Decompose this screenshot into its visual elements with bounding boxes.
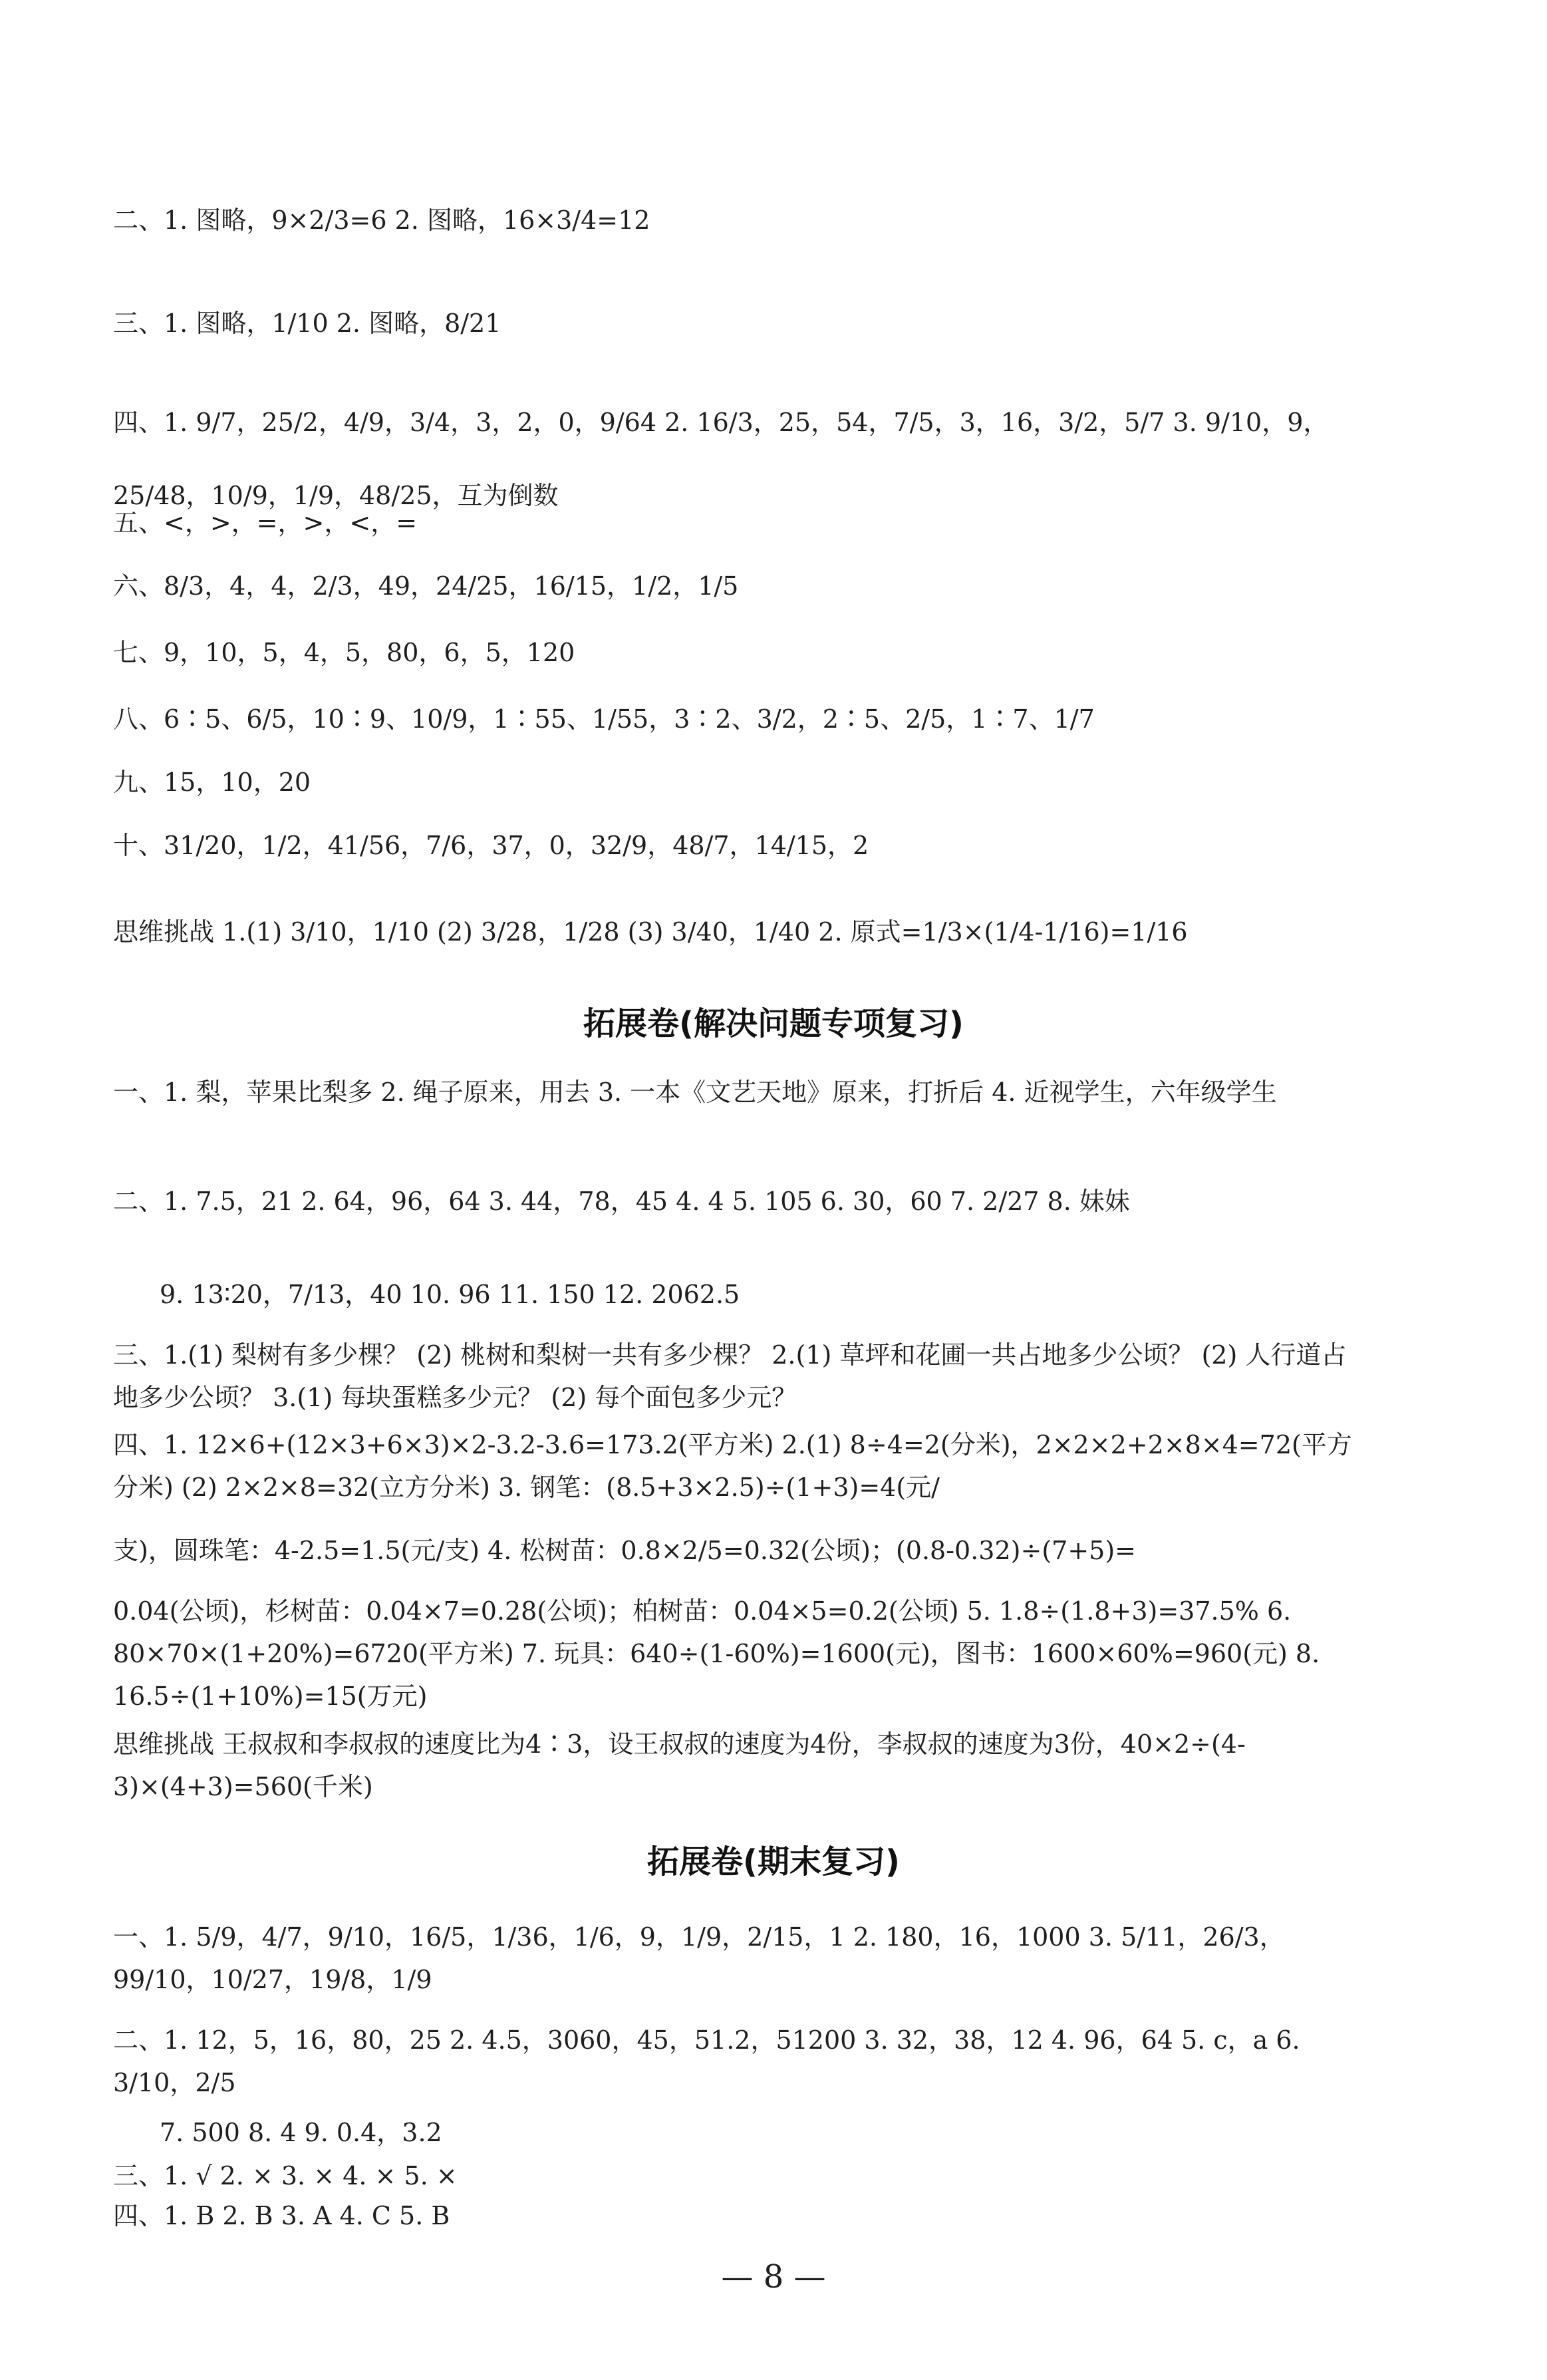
answer-line-7: 七、9，10，5，4，5，80，6，5，120 [113, 638, 575, 667]
ps-q3: 三、1.(1) 梨树有多少棵？ (2) 桃树和梨树一共有多少棵？ 2.(1) 草坪和花圃一共占地多少公顷？ (2) 人行道占地多少公顷？ 3.(1) 每块蛋糕多少元？ (2) 每个面包多少元？ [113, 1340, 1347, 1412]
section-title-final-review: 拓展卷(期末复习) [647, 1843, 900, 1880]
fr-q4: 四、1. B 2. B 3. A 4. C 5. B [113, 2201, 450, 2230]
ps-q2-line-1: 二、1. 7.5，21 2. 64，96，64 3. 44，78，45 4. 4 5. 105 6. 30，60 7. 2/27 8. 妹妹 [113, 1187, 1130, 1216]
ps-q4-line-2: 支)，圆珠笔：4-2.5=1.5(元/支) 4. 松树苗：0.8×2/5=0.32(公顷)；(0.8-0.32)÷(7+5)= [113, 1536, 1136, 1565]
fr-q2-line-2: 7. 500 8. 4 9. 0.4，3.2 [160, 2118, 442, 2147]
ps-q4-line-3: 0.04(公顷)，杉树苗：0.04×7=0.28(公顷)；柏树苗：0.04×5=0.2(公顷) 5. 1.8÷(1.8+3)=37.5% 6. 80×70×(1+20%)=6720(平方米) 7. 玩具：640÷(1-60%)=1600(元)，图书：1600×60%=960(元) 8. 16.5÷(1+10%)=15(万元) [113, 1596, 1320, 1711]
fr-q1: 一、1. 5/9，4/7，9/10，16/5，1/36，1/6，9，1/9，2/15，1 2. 180，16，1000 3. 5/11，26/3，99/10，10/27，19/8，1/9 [113, 1922, 1285, 1994]
challenge-line-1: 思维挑战 1.(1) 3/10，1/10 (2) 3/28，1/28 (3) 3/40，1/40 2. 原式=1/3×(1/4-1/16)=1/16 [113, 917, 1188, 947]
section-title-problem-solving: 拓展卷(解决问题专项复习) [583, 1005, 964, 1042]
answer-line-10: 十、31/20，1/2，41/56，7/6，37，0，32/9，48/7，14/15，2 [113, 831, 869, 860]
answer-line-6: 六、8/3，4，4，2/3，49，24/25，16/15，1/2，1/5 [113, 571, 739, 601]
answer-line-2: 二、1. 图略，9×2/3=6 2. 图略，16×3/4=12 [113, 206, 650, 235]
answer-line-8: 八、6∶5、6/5，10∶9、10/9，1∶55、1/55，3∶2、3/2，2∶5、2/5，1∶7、1/7 [113, 704, 1095, 734]
page-number: — 8 — [721, 2258, 826, 2296]
answer-line-3: 三、1. 图略，1/10 2. 图略，8/21 [113, 309, 501, 338]
ps-q2-line-2: 9. 13∶20，7/13，40 10. 96 11. 150 12. 2062.5 [160, 1280, 740, 1309]
answer-line-9: 九、15，10，20 [113, 768, 311, 797]
answer-line-5: 五、<，>，=，>，<，= [113, 508, 418, 537]
challenge-line-2: 思维挑战 王叔叔和李叔叔的速度比为4∶3，设王叔叔的速度为4份，李叔叔的速度为3份，40×2÷(4-3)×(4+3)=560(千米) [113, 1729, 1246, 1801]
ps-q1: 一、1. 梨，苹果比梨多 2. 绳子原来，用去 3. 一本《文艺天地》原来，打折后 4. 近视学生，六年级学生 [113, 1078, 1277, 1107]
ps-q4-line-1: 四、1. 12×6+(12×3+6×3)×2-3.2-3.6=173.2(平方米) 2.(1) 8÷4=2(分米)，2×2×2+2×8×4=72(平方分米) (2) 2×2×8=32(立方分米) 3. 钢笔：(8.5+3×2.5)÷(1+3)=4(元/ [113, 1430, 1352, 1502]
answer-line-4: 四、1. 9/7，25/2，4/9，3/4，3，2，0，9/64 2. 16/3，25，54，7/5，3，16，3/2，5/7 3. 9/10，9，25/48，10/9，1/9，48/25，互为倒数 [113, 408, 1329, 510]
fr-q2-line-1: 二、1. 12，5，16，80，25 2. 4.5，3060，45，51.2，51200 3. 32，38，12 4. 96，64 5. c，a 6. 3/10，2/5 [113, 2025, 1300, 2097]
fr-q3: 三、1. √ 2. × 3. × 4. × 5. × [113, 2161, 458, 2190]
